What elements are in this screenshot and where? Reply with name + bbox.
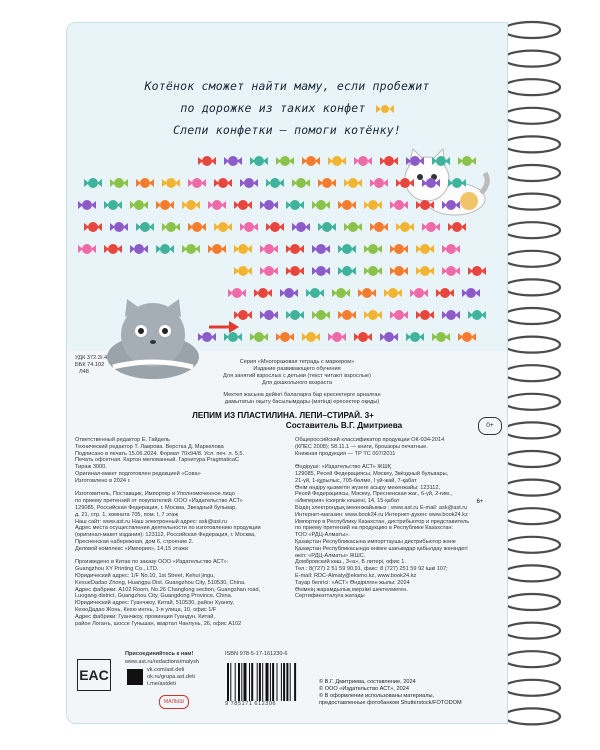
spiral-ring [504,508,560,524]
candy-icon [364,310,382,320]
barcode-bar [227,663,229,701]
imprint-right-column [295,437,500,600]
candy-icon [432,156,450,166]
candy-icon [328,332,346,342]
spiral-ring [504,651,560,667]
spiral-binding [500,18,580,733]
candy-icon [384,288,402,298]
candy-icon [286,244,304,254]
candy-icon [448,222,466,232]
candy-icon [396,178,414,188]
imprint-right-line: ТОО «РДЦ-Алматы». [295,532,350,539]
imprint-left-line: район Логанъ, шоссе Гуньшан, квартал Чанлунь, 26, офис A102 [75,620,242,627]
candy-icon [130,200,148,210]
spiral-ring [504,623,560,639]
candy-icon [338,244,356,254]
candy-icon [344,222,362,232]
spiral-ring [504,394,560,410]
candy-icon [254,288,272,298]
candy-icon [228,288,246,298]
imprint-left-line: Пресненская набережная, дом 6, строение 2. [75,538,194,545]
spiral-ring [504,337,560,353]
candy-icon [198,156,216,166]
imprint-right-line: «Империя» іскерлік кешені, 14, 15-қабат [295,498,400,505]
barcode-bar [290,663,291,701]
candy-icon [332,288,350,298]
candy-icon [458,156,476,166]
imprint-right-line: Домбровский көш., 3«а», Б литері, офис 1. [295,559,406,566]
candy-icon [318,178,336,188]
imprint-left-line: КехюДадао Жонь, Кехю ингнь, 1-я улица, 10, офис 1/F [75,606,217,613]
book-title: ЛЕПИМ ИЗ ПЛАСТИЛИНА. ЛЕПИ–СТИРАЙ. 3+ [192,411,374,420]
age-rating-badge-2: 6+ [476,499,484,505]
candy-icon [458,332,476,342]
candy-icon [224,156,242,166]
candy-icon [338,266,356,276]
candy-icon [338,310,356,320]
imprint-right-line: Қазақстан Республикасына импорттаушы дистрибьютор және [295,538,456,545]
candy-icon [376,103,394,115]
book-author: Составитель В.Г. Дмитриева [285,421,403,430]
imprint-right-line: Тауар белгісі: «АСТ» Өндірілген жылы: 2024 [295,579,410,586]
imprint-right-line: Өндіруші: «Издательство АСТ» ЖШҚ [295,464,391,471]
imprint-left-line: Произведено в Китае по заказу ООО «Издательство АСТ»: [75,559,229,566]
join-site[interactable]: www.ast.ru/redactions/malysh [125,659,199,665]
candy-icon [280,288,298,298]
barcode-bar [251,663,253,701]
candy-icon [286,266,304,276]
candy-icon [136,222,154,232]
candy-icon [84,222,102,232]
barcode-bar [257,663,258,701]
candy-icon [422,178,440,188]
series-line4: Для дошкольного возраста [261,380,333,386]
udk-code: УДК 372.3/.4 [75,355,108,361]
headline-line2 [67,101,507,115]
candy-icon [468,266,486,276]
spiral-ring [504,422,560,438]
candy-icon [468,310,486,320]
imprint-left-line: Деловой комплекс «Империя», 14,15 этажи [75,545,188,552]
barcode-bar [241,663,242,701]
candy-icon [422,222,440,232]
imprint-left-line [75,553,290,560]
candy-icon [136,178,154,188]
candy-icon [266,222,284,232]
candy-icon [234,244,252,254]
candy-icon [240,178,258,188]
imprint-left-line: по приему претензий от покупателей: ООО «Издательство АСТ» [75,498,243,505]
candy-icon [406,332,424,342]
series-line3: Для занятий взрослых с детьми (текст читают взрослые) [223,373,371,379]
join-vk[interactable]: vk.com/ast.deti [147,667,185,673]
imprint-left-line: д. 21, стр. 1, комната 705, пом. I, 7 этаж [75,511,179,518]
imprint-left-line: (оригинал-макет издания): 123112, Российская Федерация, г. Москва, [75,532,256,539]
barcode-bar [230,663,231,701]
candy-icon [390,310,408,320]
candy-icon [104,200,122,210]
imprint-left-line: Изготовитель, Поставщик, Импортер и Уполномоченное лицо [75,491,235,498]
copyright-line: предоставленные фотобанком Shutterstock/FOTODOM [319,700,462,706]
candy-icon [302,332,320,342]
imprint-left-line: Изготовлено в 2024 г. [75,477,131,484]
barcode-bar [286,663,288,701]
candy-icon [78,244,96,254]
imprint-left-line [75,485,290,492]
candy-icon [312,266,330,276]
imprint-left-line: Подписано в печать 15.06.2024. Формат 70х94/8. Усл. печ. л. 5,5. [75,450,245,457]
candy-icon [250,156,268,166]
barcode-bar [244,663,247,701]
candy-icon [276,156,294,166]
candy-icon [328,156,346,166]
imprint-left-line: Тираж 3000. [75,464,107,471]
candy-icon [416,200,434,210]
spiral-ring [504,79,560,95]
imprint-left-line: Юридический адрес: Гуанчжоу, Китай, 510530, район Хуанпу, [75,600,234,607]
candy-icon [318,222,336,232]
imprint-left-line: Технический редактор Т. Лаврова. Верстка Д. Маркелова [75,443,224,450]
imprint-right-line: өкіл: «РДЦ-Алматы» ЖШС. [295,552,366,559]
candy-icon [406,156,424,166]
join-ok[interactable]: ok.ru/grupa.ast.deti [147,674,195,680]
candy-icon [182,244,200,254]
candy-icon [364,244,382,254]
candy-icon [198,332,216,342]
candy-icon [286,200,304,210]
candy-icon [234,310,252,320]
imprint-right-line: Книжная продукция — ТР ТС 007/2011 [295,450,396,457]
headline-line1: Котёнок сможет найти маму, если пробежит [144,79,430,93]
spiral-ring [504,251,560,267]
candy-icon [354,156,372,166]
imprint-left-line: Guangzhou XY Printing Co., LTD. [75,566,159,573]
candy-icon [84,178,102,188]
spiral-ring [504,594,560,610]
barcode-bar [259,663,261,701]
candy-icon [416,244,434,254]
candy-icon [312,244,330,254]
candy-icon [234,266,252,276]
copyright-block [319,679,508,707]
spiral-ring [504,165,560,181]
candy-icon [364,200,382,210]
barcode-bar [238,663,240,701]
headline-line3: Слепи конфетки — помоги котёнку! [173,123,401,137]
imprint-right-line: по приему претензий на продукцию в Республике Казахстан: [295,525,454,532]
candy-icon [306,288,324,298]
candy-icon [276,332,294,342]
candy-icon [260,244,278,254]
candy-icon [442,200,460,210]
candy-icon [78,200,96,210]
copyright-line: © ООО «Издательство АСТ», 2024 [319,686,409,692]
candy-icon [234,200,252,210]
book-back-cover [66,22,508,724]
imprint-left-column [75,437,290,627]
age-rating-badge: 0+ [478,417,502,435]
imprint-left-line: Печать офсетная. Картон мелованный. Гарнитура PragmaticaC [75,457,240,464]
candy-icon [416,266,434,276]
candy-icon [260,310,278,320]
imprint-left-line: 129085, Российская Федерация, г. Москва, Звездный бульвар, [75,504,237,511]
series-line1: Серия «Многоразовая тетрадь с маркером» [239,359,355,365]
candy-icon [188,178,206,188]
candy-icon [410,288,428,298]
candy-icon [286,310,304,320]
kz-notice-line2: дамытатын оқыту басылымдары (мәтінді ересектер оқиды) [224,399,380,405]
candy-icon [312,310,330,320]
isbn: ISBN 978-5-17-161230-6 [225,651,288,657]
barcode-number: 9 785171 612306 [225,701,277,707]
spiral-ring [504,537,560,553]
imprint-left-line: Оригинал-макет подготовлен редакцией «Сова» [75,470,201,477]
candy-icon [156,244,174,254]
imprint-left-line: Юридический адрес: 1/F No.10, 1st Street, Kehui jingu, [75,572,215,579]
bbk-code: ББК 74.102 [75,362,105,368]
imprint-right-line: Біздің электрондық мекенжайымыз : www.ast.ru E-mail: ask@ast.ru [295,504,468,511]
candy-icon [214,178,232,188]
join-label: Присоединяйтесь к нам! [125,651,194,657]
spiral-ring [504,365,560,381]
spiral-ring [504,194,560,210]
candy-icon [380,332,398,342]
barcode-bar [266,663,269,701]
candy-icon [292,178,310,188]
join-tg[interactable]: t.me/astdeti [147,681,176,687]
candy-icon [260,266,278,276]
barcode-bar [262,663,263,701]
candy-icon [162,178,180,188]
spiral-ring [504,222,560,238]
candy-icon [432,332,450,342]
candy-icon [390,244,408,254]
imprint-right-line [295,457,500,464]
barcode-bar [283,663,285,701]
candy-icon [104,244,122,254]
candy-icon [462,288,480,298]
publisher-logo: МАЛЫШ [159,695,189,709]
candy-icon [266,178,284,188]
imprint-left-line: Luogang district, Guangzhou City, Guangdong Province, China. [75,593,233,600]
candy-icon [338,200,356,210]
barcode-icon [225,659,317,707]
imprint-right-line: Импортер в Республику Казахстан, дистрибьютор и представитель [295,518,470,525]
candy-icon [162,222,180,232]
candy-icon [208,244,226,254]
candy-icon [416,310,434,320]
candy-icon [344,178,362,188]
spiral-ring [504,308,560,324]
qr-icon [127,669,143,685]
candy-icon [156,200,174,210]
candy-icon [224,332,242,342]
imprint-left-line: Ответственный редактор Е. Гайдель [75,437,170,443]
candy-icon [390,200,408,210]
candy-icon [250,332,268,342]
barcode-bar [277,663,278,701]
barcode-bar [281,663,282,701]
candy-icon [442,310,460,320]
imprint-left-line: Наш сайт: www.ast.ru Наш электронный адрес: ask@ast.ru [75,518,228,525]
candy-icon [390,266,408,276]
candy-icon [240,222,258,232]
candy-icon [214,222,232,232]
spiral-ring [504,279,560,295]
candy-icon [354,332,372,342]
imprint-right-line: Өнім өндіру қызметін жүзеге асыру мекенжайы: 123112, [295,484,441,491]
candy-icon [442,244,460,254]
candy-icon [396,222,414,232]
spiral-ring [504,22,560,38]
spiral-ring [504,108,560,124]
candy-icon [364,266,382,276]
candy-icon [442,266,460,276]
barcode-bar [235,663,236,701]
candy-icon [302,156,320,166]
barcode-bar [272,663,274,701]
l-code: Л48 [79,369,89,375]
candy-icon [370,178,388,188]
candy-icon [110,222,128,232]
candy-icon [312,200,330,210]
barcode-bar [270,663,271,701]
candy-icon [448,178,466,188]
spiral-ring [504,51,560,67]
spiral-ring [504,680,560,696]
imprint-right-line: (КПЕС 2008); 58.11.1 — книги, брошюры печатные. [295,443,428,450]
imprint-left-line: Адрес места осуществления деятельности по изготовлению продукции [75,525,261,532]
copyright-line: © В оформлении использованы материалы, [319,693,435,699]
imprint-right-line: Қазақстан Республикасында өнімге шағымдар қабылдау жөніндегі [295,545,468,552]
imprint-right-line: Интернет-магазин: www.book24.ru Интернет-дүкен: www.book24.kz [295,511,468,518]
kz-notice-line1: Мектеп жасына дейінгі балаларға бар ересектерге арналған [223,392,381,398]
candy-icon [208,200,226,210]
candy-icon [358,288,376,298]
candy-icon [130,244,148,254]
spiral-ring [504,136,560,152]
headline-line2-text: по дорожке из таких конфет [180,101,366,115]
imprint-left-line: Адрес фабрики: Гуанчжоу, провинция Гуандун, Китай, [75,613,215,620]
copyright-line: © В.Г. Дмитриева, составление, 2024 [319,679,416,685]
imprint-right-line: 21-үй, 1-құрылыс, 705-бөлме, I үй-жай, 7-қабат [295,477,417,484]
spiral-ring [504,480,560,496]
imprint-right-line: Ресей Федерациясы, Мәскеу, Пресненская жаг., 6-үй, 2-ғим., [295,491,453,498]
barcode-bar [249,663,250,701]
imprint-right-line: E-mail: RDC-Almaty@eksmo.kz, www.book24.kz [295,572,417,579]
spiral-ring [504,708,560,724]
series-line2: Издание развивающего обучения [253,366,341,372]
imprint-left-line: Адрес фабрики: A102 Room, No.26 Changlong section, Guangshan road, [75,586,261,593]
eac-mark-icon: EAC [77,659,111,691]
candy-icon [182,200,200,210]
imprint-right-line: Өнімнің жарамдылық мерзімі шектелмеген. [295,586,408,593]
candy-icon [188,222,206,232]
candy-icon [292,222,310,232]
spiral-ring [504,451,560,467]
imprint-left-line: KexueDadao Zhong, Huangpu Dist. Guangzhou City, 510530, China. [75,579,246,586]
candy-icon [110,178,128,188]
imprint-right-line: 129085, Ресей Федерациясы, Мәскеу, Звёздный бульвары, [295,470,449,477]
spiral-ring [504,565,560,581]
candy-icon [370,222,388,232]
candy-icon [436,288,454,298]
candy-path-grid [67,153,507,353]
barcode-bar [294,663,296,701]
imprint-right-line: Общероссийский классификатор продукции ОК-034-2014 [295,437,445,443]
candy-icon [260,200,278,210]
imprint-right-line: Сертификатталуға жатады [295,593,365,600]
imprint-right-line: Тел.: 8(727) 2 51 59 90,91, факс: 8 (727) 251 59 92 ішкі 107; [295,566,448,573]
candy-icon [380,156,398,166]
